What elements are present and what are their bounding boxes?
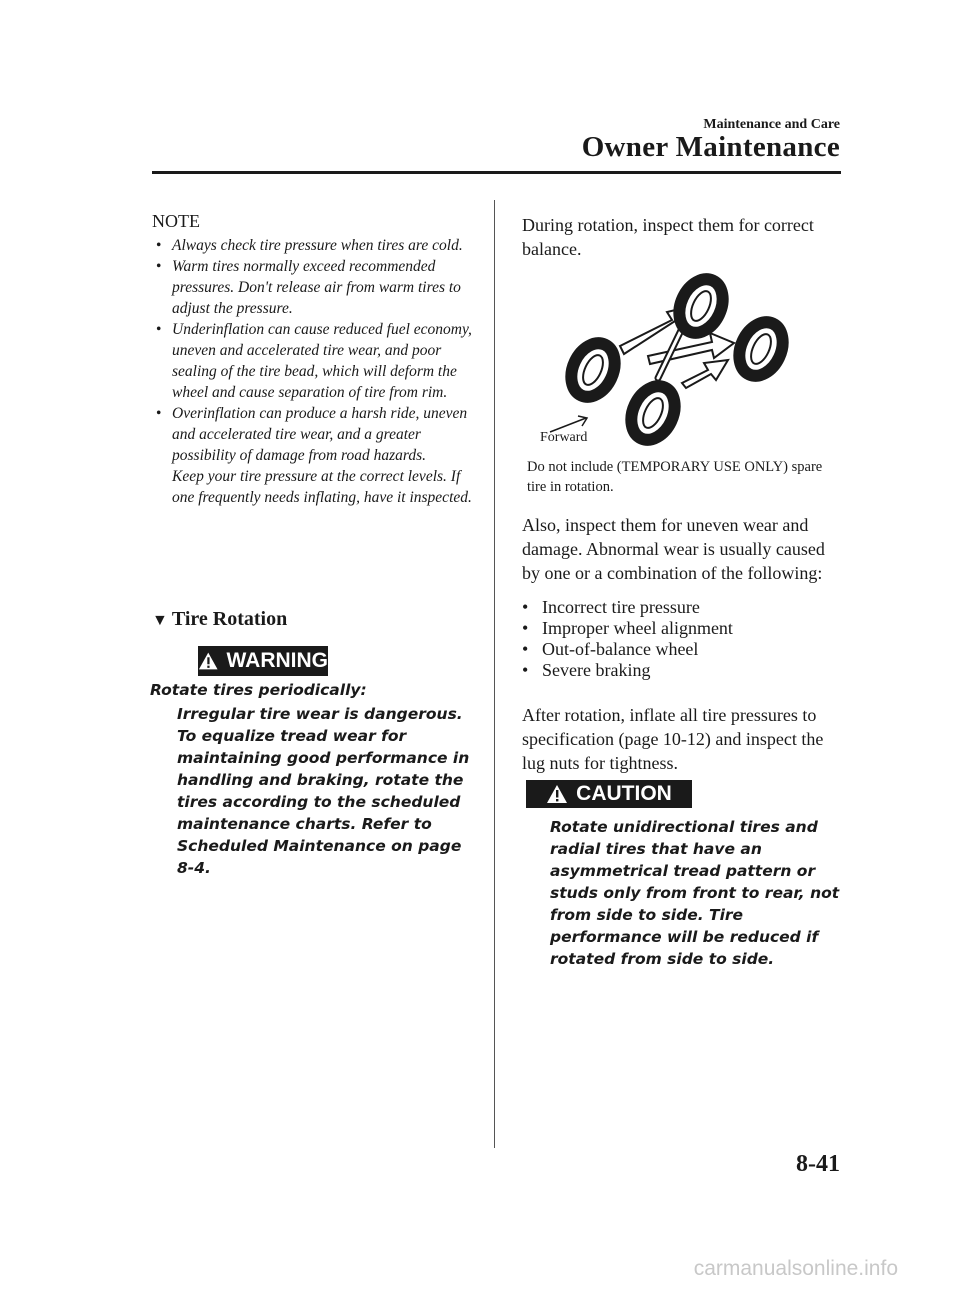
tire-icon	[563, 272, 791, 447]
note-item	[154, 235, 484, 256]
column-divider	[494, 200, 495, 1148]
list-item-text: Incorrect tire pressure	[542, 597, 700, 617]
page-title: Owner Maintenance	[581, 131, 840, 163]
note-item	[154, 256, 484, 319]
caution-icon	[546, 784, 568, 804]
list-item-text: Improper wheel alignment	[542, 618, 733, 638]
caution-badge	[526, 780, 692, 808]
down-triangle-icon: ▼	[152, 612, 168, 629]
bullet-icon: •	[156, 405, 162, 422]
warning-badge	[198, 646, 328, 676]
paragraph-after-rotation: After rotation, inflate all tire pressures to specification (page 10-12) and inspect the lug nuts for tightness.	[522, 705, 824, 773]
list-item	[522, 597, 733, 618]
paragraph-balance: During rotation, inspect them for correct balance.	[522, 215, 814, 259]
list-item	[522, 618, 733, 639]
note-item	[154, 403, 484, 508]
list-item-text: Severe braking	[542, 660, 651, 680]
note-item-text: Overinflation can produce a harsh ride, uneven and accelerated tire wear, and a greater possibility of damage from road hazards.	[172, 405, 468, 464]
warning-lead: Rotate tires periodically:	[150, 681, 367, 699]
note-item-text: Always check tire pressure when tires are cold.	[172, 237, 463, 254]
note-item-text: Warm tires normally exceed recommended pressures. Don't release air from warm tires to adjust the pressure.	[172, 258, 461, 317]
list-item-text: Out-of-balance wheel	[542, 639, 699, 659]
bullet-icon: •	[156, 258, 162, 275]
cause-list	[522, 597, 733, 681]
list-item	[522, 660, 733, 681]
bullet-icon: •	[156, 321, 162, 338]
bullet-icon: •	[522, 639, 529, 659]
forward-label: Forward	[540, 430, 588, 445]
warning-icon	[198, 651, 219, 671]
bullet-icon: •	[522, 597, 529, 617]
section-heading	[152, 608, 287, 631]
note-title: NOTE	[152, 211, 200, 231]
note-item	[154, 319, 484, 403]
caution-body: Rotate unidirectional tires and radial tires that have an asymmetrical tread pattern or studs only from front to rear, not from side to side. Tire performance will be reduced if rotated from side to side.	[550, 818, 840, 968]
caution-label: CAUTION	[576, 782, 672, 805]
page-number: 8-41	[796, 1151, 840, 1177]
paragraph-inspect: Also, inspect them for uneven wear and damage. Abnormal wear is usually caused by one or a combination of the following:	[522, 515, 825, 583]
diagram-caption: Do not include (TEMPORARY USE ONLY) spare tire in rotation.	[527, 459, 823, 495]
bullet-icon: •	[156, 237, 162, 254]
tire-rotation-diagram	[530, 268, 820, 454]
note-item-text: Underinflation can cause reduced fuel economy, uneven and accelerated tire wear, and poor sealing of the tire bead, which will deform the wheel and cause separation of tire from rim.	[172, 321, 472, 401]
note-item-extra: Keep your tire pressure at the correct levels. If one frequently needs inflating, have it inspected.	[172, 468, 472, 506]
warning-body: Irregular tire wear is dangerous. To equalize tread wear for maintaining good performance in handling and braking, rotate the tires according to the scheduled maintenance charts. Refer to Scheduled Maintenance on page 8-4.	[177, 705, 470, 877]
section-header: Maintenance and Care	[703, 117, 840, 132]
note-list	[154, 235, 484, 508]
bullet-icon: •	[522, 618, 529, 638]
watermark: carmanualsonline.info	[693, 1257, 898, 1280]
header-rule	[152, 171, 841, 174]
bullet-icon: •	[522, 660, 529, 680]
section-heading-text: Tire Rotation	[171, 608, 288, 630]
list-item	[522, 639, 733, 660]
warning-label: WARNING	[226, 649, 328, 672]
